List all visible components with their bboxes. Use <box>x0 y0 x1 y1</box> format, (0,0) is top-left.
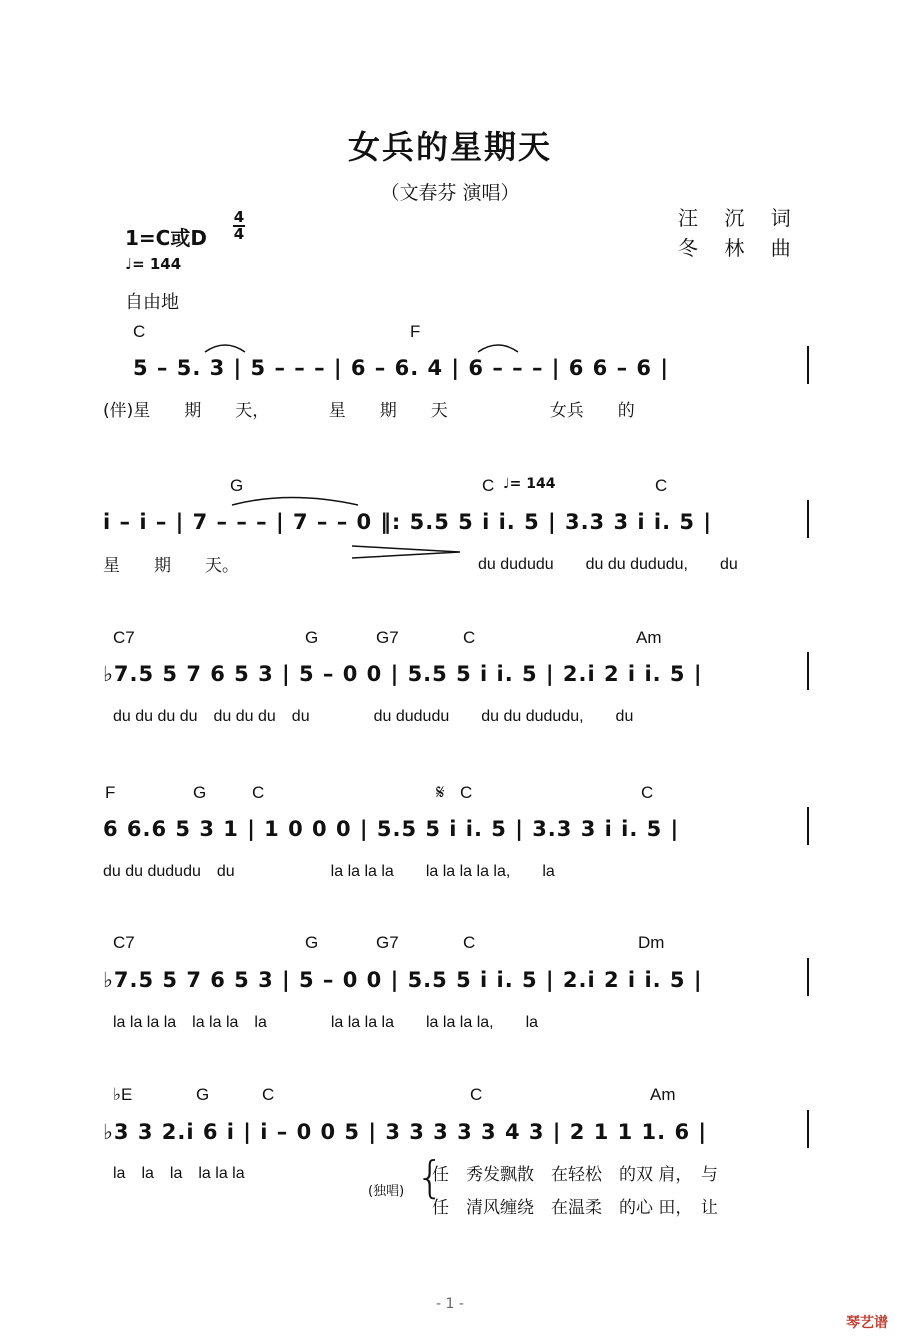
tempo-marking: ♩= 144 <box>503 476 556 492</box>
lyric-line: la la la la la la la la la la la la la la la la, la <box>113 1014 539 1031</box>
lyric-line: la la la la la la <box>113 1165 245 1182</box>
chord-symbol: Am <box>636 628 662 647</box>
chord-symbol: G <box>196 1085 210 1104</box>
song-subtitle: （文春芬 演唱） <box>380 182 520 204</box>
notation-line: 6 6.6 5 3 1 | 1 0 0 0 | 5.5 5 i i. 5 | 3.3 3 i i. 5 | <box>103 817 680 841</box>
chord-symbol: Dm <box>638 933 665 952</box>
expression-marking: 自由地 <box>125 292 179 313</box>
chord-symbol: C <box>463 628 476 647</box>
slur-icon <box>205 345 245 352</box>
lyric-line: du dududu du du dududu, du <box>478 556 738 573</box>
chord-symbol: G <box>193 783 207 802</box>
notation-line: 5 – 5. 3 | 5 – – – | 6 – 6. 4 | 6 – – – | 6 6 – 6 | <box>133 356 669 380</box>
notation-line: ♭7.5 5 7 6 5 3 | 5 – 0 0 | 5.5 5 i i. 5 | 2.i 2 i i. 5 | <box>103 662 703 686</box>
brace-icon: { <box>416 1152 444 1203</box>
chord-symbol: G7 <box>376 628 399 647</box>
page-number: - 1 - <box>436 1296 464 1312</box>
chord-symbol: ♭E <box>113 1085 133 1104</box>
chord-symbol: G <box>230 476 244 495</box>
chord-symbol: F <box>410 322 421 341</box>
time-signature-bottom: 4 <box>233 225 245 243</box>
tempo-marking: ♩= 144 <box>125 255 182 273</box>
lyric-verse-1: 任 秀发飘散 在轻松 的双 肩， 与 <box>432 1165 718 1185</box>
notation-line: i – i – | 7 – – – | 7 – – 0 ‖: 5.5 5 i i. 5 | 3.3 3 i i. 5 | <box>103 510 712 534</box>
chord-symbol: C <box>655 476 668 495</box>
composer-credit: 冬 林 曲 <box>678 236 801 260</box>
tie-icon <box>232 498 358 506</box>
solo-label: (独唱) <box>368 1184 405 1199</box>
chord-symbol: C <box>133 322 146 341</box>
chord-symbol: C <box>482 476 495 495</box>
notation-line: ♭3 3 2.i 6 i | i – 0 0 5 | 3 3 3 3 3 4 3 | 2 1 1 1. 6 | <box>103 1120 708 1144</box>
segno-icon: 𝄋 <box>436 780 445 804</box>
chord-symbol: C <box>262 1085 275 1104</box>
lyric-verse-2: 任 清风缠绕 在温柔 的心 田， 让 <box>432 1198 718 1218</box>
time-signature-top: 4 <box>233 208 245 226</box>
slur-icon <box>478 345 518 352</box>
lyric-line: (伴)星 期 天， 星 期 天 女兵 的 <box>103 401 635 421</box>
chord-symbol: F <box>105 783 116 802</box>
chord-symbol: C7 <box>113 628 135 647</box>
chord-symbol: C <box>252 783 265 802</box>
chord-symbol: Am <box>650 1085 676 1104</box>
chord-symbol: G <box>305 628 319 647</box>
lyric-line: 星 期 天。 <box>103 556 239 576</box>
chord-symbol: C <box>641 783 654 802</box>
lyric-line: du du du du du du du du du dududu du du dududu, du <box>113 708 634 725</box>
key-signature: 1=C或D <box>125 226 207 250</box>
chord-symbol: C7 <box>113 933 135 952</box>
chord-symbol: C <box>470 1085 483 1104</box>
decrescendo-icon <box>352 546 460 558</box>
chord-symbol: G <box>305 933 319 952</box>
lyric-line: du du dududu du la la la la la la la la la, la <box>103 863 555 880</box>
brand-watermark: 琴艺谱 <box>846 1315 888 1331</box>
lyricist-credit: 汪 沉 词 <box>678 206 801 230</box>
chord-symbol: C <box>460 783 473 802</box>
chord-symbol: C <box>463 933 476 952</box>
chord-symbol: G7 <box>376 933 399 952</box>
song-title: 女兵的星期天 <box>347 128 552 166</box>
notation-line: ♭7.5 5 7 6 5 3 | 5 – 0 0 | 5.5 5 i i. 5 | 2.i 2 i i. 5 | <box>103 968 703 992</box>
